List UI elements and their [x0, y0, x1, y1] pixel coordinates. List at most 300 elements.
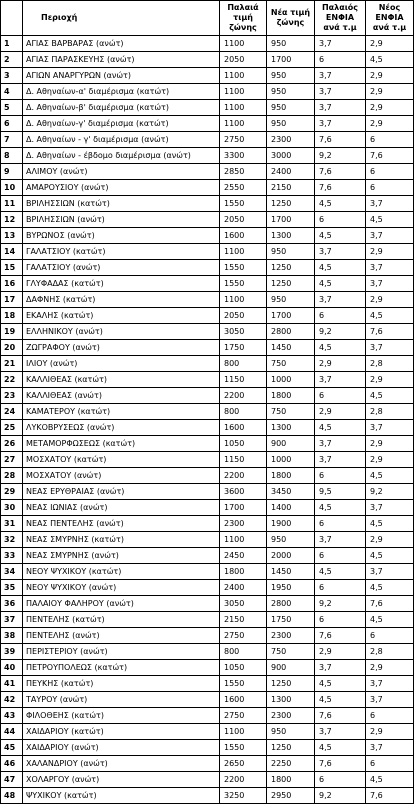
table-row — [1, 724, 414, 740]
row-area: ΧΑΛΑΝΔΡΙΟΥ (ανώτ) — [23, 756, 220, 772]
row-new-enfia: 6 — [366, 180, 414, 196]
row-area: ΙΛΙΟΥ (ανώτ) — [23, 356, 220, 372]
table-row — [1, 52, 414, 68]
row-area: ΦΙΛΟΘΕΗΣ (κατώτ) — [23, 708, 220, 724]
table-row — [1, 692, 414, 708]
row-index: 6 — [1, 116, 23, 132]
row-old-enfia: 7,6 — [315, 164, 366, 180]
table-row — [1, 660, 414, 676]
row-new-zone-value: 2300 — [267, 708, 315, 724]
table-row — [1, 420, 414, 436]
row-index: 25 — [1, 420, 23, 436]
table-row — [1, 276, 414, 292]
row-new-enfia: 2,9 — [366, 292, 414, 308]
row-new-zone-value: 950 — [267, 532, 315, 548]
table-row — [1, 612, 414, 628]
row-old-enfia: 2,9 — [315, 404, 366, 420]
row-area: ΠΕΝΤΕΛΗΣ (κατώτ) — [23, 612, 220, 628]
row-index: 35 — [1, 580, 23, 596]
table-row — [1, 788, 414, 804]
row-new-zone-value: 2300 — [267, 628, 315, 644]
row-index: 2 — [1, 52, 23, 68]
row-index: 22 — [1, 372, 23, 388]
row-new-enfia: 4,5 — [366, 772, 414, 788]
row-new-zone-value: 950 — [267, 84, 315, 100]
row-area: ΒΡΙΛΗΣΣΙΩΝ (ανώτ) — [23, 212, 220, 228]
row-new-zone-value: 1450 — [267, 340, 315, 356]
table-row — [1, 36, 414, 52]
row-old-zone-value: 1100 — [220, 724, 267, 740]
row-new-zone-value: 950 — [267, 36, 315, 52]
row-new-zone-value: 950 — [267, 724, 315, 740]
table-row — [1, 196, 414, 212]
row-old-enfia: 3,7 — [315, 84, 366, 100]
row-old-enfia: 4,5 — [315, 340, 366, 356]
table-row — [1, 84, 414, 100]
row-old-enfia: 3,7 — [315, 724, 366, 740]
row-area: ΛΥΚΟΒΡΥΣΕΩΣ (ανώτ) — [23, 420, 220, 436]
row-old-enfia: 6 — [315, 212, 366, 228]
row-new-enfia: 2,9 — [366, 244, 414, 260]
row-index: 10 — [1, 180, 23, 196]
row-old-zone-value: 1050 — [220, 436, 267, 452]
row-index: 43 — [1, 708, 23, 724]
row-area: ΝΕΑΣ ΣΜΥΡΝΗΣ (ανώτ) — [23, 548, 220, 564]
row-new-enfia: 3,7 — [366, 692, 414, 708]
row-area: Δ. Αθηναίων - γ' διαμέρισμα (ανώτ) — [23, 132, 220, 148]
row-index: 18 — [1, 308, 23, 324]
row-new-enfia: 7,6 — [366, 596, 414, 612]
row-old-enfia: 3,7 — [315, 532, 366, 548]
row-index: 19 — [1, 324, 23, 340]
table-row — [1, 548, 414, 564]
row-new-enfia: 4,5 — [366, 468, 414, 484]
row-index: 32 — [1, 532, 23, 548]
row-new-enfia: 2,9 — [366, 724, 414, 740]
row-old-enfia: 3,7 — [315, 452, 366, 468]
row-index: 5 — [1, 100, 23, 116]
row-old-zone-value: 1100 — [220, 84, 267, 100]
row-area: ΠΕΡΙΣΤΕΡΙΟΥ (ανώτ) — [23, 644, 220, 660]
row-index: 17 — [1, 292, 23, 308]
row-area: ΠΕΥΚΗΣ (κατώτ) — [23, 676, 220, 692]
row-old-zone-value: 1600 — [220, 420, 267, 436]
row-new-enfia: 3,7 — [366, 340, 414, 356]
row-old-zone-value: 1100 — [220, 244, 267, 260]
row-index: 37 — [1, 612, 23, 628]
row-new-enfia: 2,9 — [366, 116, 414, 132]
row-old-zone-value: 800 — [220, 356, 267, 372]
row-new-zone-value: 2300 — [267, 132, 315, 148]
table-row — [1, 356, 414, 372]
table-row — [1, 340, 414, 356]
row-old-zone-value: 1800 — [220, 564, 267, 580]
row-old-zone-value: 2550 — [220, 180, 267, 196]
row-new-zone-value: 900 — [267, 660, 315, 676]
row-old-enfia: 6 — [315, 772, 366, 788]
row-old-zone-value: 1150 — [220, 452, 267, 468]
row-old-enfia: 4,5 — [315, 420, 366, 436]
row-new-zone-value: 3000 — [267, 148, 315, 164]
row-index: 24 — [1, 404, 23, 420]
row-old-enfia: 2,9 — [315, 644, 366, 660]
row-index: 28 — [1, 468, 23, 484]
row-new-zone-value: 1300 — [267, 692, 315, 708]
row-old-enfia: 2,9 — [315, 356, 366, 372]
row-old-zone-value: 1550 — [220, 260, 267, 276]
row-old-zone-value: 2200 — [220, 468, 267, 484]
row-old-enfia: 4,5 — [315, 564, 366, 580]
row-new-enfia: 6 — [366, 708, 414, 724]
row-old-zone-value: 800 — [220, 644, 267, 660]
row-new-zone-value: 1800 — [267, 772, 315, 788]
row-area: ΜΟΣΧΑΤΟΥ (ανώτ) — [23, 468, 220, 484]
row-index: 12 — [1, 212, 23, 228]
row-new-enfia: 2,9 — [366, 660, 414, 676]
row-index: 14 — [1, 244, 23, 260]
row-new-enfia: 4,5 — [366, 580, 414, 596]
row-index: 23 — [1, 388, 23, 404]
row-index: 40 — [1, 660, 23, 676]
row-index: 47 — [1, 772, 23, 788]
row-new-enfia: 2,9 — [366, 452, 414, 468]
row-old-zone-value: 3050 — [220, 596, 267, 612]
table-row — [1, 628, 414, 644]
row-index: 20 — [1, 340, 23, 356]
row-new-zone-value: 1250 — [267, 676, 315, 692]
row-new-enfia: 2,9 — [366, 36, 414, 52]
row-new-zone-value: 1250 — [267, 740, 315, 756]
table-row — [1, 484, 414, 500]
row-new-zone-value: 900 — [267, 436, 315, 452]
row-old-zone-value: 1600 — [220, 692, 267, 708]
row-area: Δ. Αθηναίων-α' διαμέρισμα (κατώτ) — [23, 84, 220, 100]
row-new-zone-value: 2000 — [267, 548, 315, 564]
table-row — [1, 516, 414, 532]
row-index: 7 — [1, 132, 23, 148]
row-old-enfia: 6 — [315, 308, 366, 324]
row-index: 31 — [1, 516, 23, 532]
row-old-zone-value: 2200 — [220, 772, 267, 788]
row-old-zone-value: 3600 — [220, 484, 267, 500]
row-index: 1 — [1, 36, 23, 52]
row-new-enfia: 3,7 — [366, 500, 414, 516]
row-index: 13 — [1, 228, 23, 244]
row-new-enfia: 7,6 — [366, 324, 414, 340]
row-new-zone-value: 1750 — [267, 612, 315, 628]
row-area: ΓΑΛΑΤΣΙΟΥ (ανώτ) — [23, 260, 220, 276]
row-old-enfia: 3,7 — [315, 244, 366, 260]
row-old-zone-value: 1550 — [220, 676, 267, 692]
row-old-enfia: 3,7 — [315, 116, 366, 132]
table-row — [1, 324, 414, 340]
row-old-enfia: 4,5 — [315, 692, 366, 708]
row-index: 3 — [1, 68, 23, 84]
table-row — [1, 308, 414, 324]
row-new-enfia: 4,5 — [366, 388, 414, 404]
row-new-zone-value: 1900 — [267, 516, 315, 532]
row-area: ΔΑΦΝΗΣ (κατώτ) — [23, 292, 220, 308]
header-new-enfia: Νέος ΕΝΦΙΑ ανά τ.μ — [366, 1, 414, 36]
table-row — [1, 372, 414, 388]
table-row — [1, 564, 414, 580]
row-new-zone-value: 950 — [267, 116, 315, 132]
header-area: Περιοχή — [23, 1, 220, 36]
row-old-zone-value: 2450 — [220, 548, 267, 564]
row-old-zone-value: 800 — [220, 404, 267, 420]
row-area: ΨΥΧΙΚΟΥ (κατώτ) — [23, 788, 220, 804]
row-area: ΕΛΛΗΝΙΚΟΥ (ανώτ) — [23, 324, 220, 340]
row-index: 11 — [1, 196, 23, 212]
row-area: ΒΡΙΛΗΣΣΙΩΝ (κατώτ) — [23, 196, 220, 212]
row-new-enfia: 4,5 — [366, 212, 414, 228]
row-old-enfia: 4,5 — [315, 260, 366, 276]
table-row — [1, 580, 414, 596]
row-old-zone-value: 2150 — [220, 612, 267, 628]
row-area: ΓΑΛΑΤΣΙΟΥ (κατώτ) — [23, 244, 220, 260]
table-header-row — [1, 1, 414, 36]
row-new-zone-value: 2950 — [267, 788, 315, 804]
row-new-enfia: 2,8 — [366, 404, 414, 420]
row-old-enfia: 3,7 — [315, 372, 366, 388]
row-index: 9 — [1, 164, 23, 180]
row-area: ΜΕΤΑΜΟΡΦΩΣΕΩΣ (κατώτ) — [23, 436, 220, 452]
row-new-enfia: 6 — [366, 164, 414, 180]
row-old-enfia: 3,7 — [315, 100, 366, 116]
row-new-enfia: 3,7 — [366, 228, 414, 244]
row-new-zone-value: 1300 — [267, 420, 315, 436]
row-new-enfia: 2,9 — [366, 84, 414, 100]
row-area: ΑΓΙΩΝ ΑΝΑΡΓΥΡΩΝ (ανώτ) — [23, 68, 220, 84]
row-old-enfia: 6 — [315, 516, 366, 532]
row-old-zone-value: 1100 — [220, 36, 267, 52]
row-new-enfia: 4,5 — [366, 308, 414, 324]
row-old-zone-value: 3050 — [220, 324, 267, 340]
table-row — [1, 772, 414, 788]
row-old-enfia: 3,7 — [315, 660, 366, 676]
row-old-zone-value: 1550 — [220, 276, 267, 292]
row-new-zone-value: 950 — [267, 68, 315, 84]
row-old-enfia: 4,5 — [315, 228, 366, 244]
row-new-enfia: 2,9 — [366, 68, 414, 84]
row-old-zone-value: 2650 — [220, 756, 267, 772]
row-index: 44 — [1, 724, 23, 740]
row-index: 42 — [1, 692, 23, 708]
row-new-enfia: 4,5 — [366, 516, 414, 532]
table-body — [1, 36, 414, 804]
row-area: ΠΕΝΤΕΛΗΣ (ανώτ) — [23, 628, 220, 644]
row-new-zone-value: 1250 — [267, 196, 315, 212]
row-old-enfia: 4,5 — [315, 740, 366, 756]
row-new-zone-value: 1700 — [267, 212, 315, 228]
row-old-enfia: 9,2 — [315, 148, 366, 164]
row-area: ΝΕΑΣ ΙΩΝΙΑΣ (ανώτ) — [23, 500, 220, 516]
row-old-zone-value: 2850 — [220, 164, 267, 180]
row-old-zone-value: 2200 — [220, 388, 267, 404]
row-old-zone-value: 3250 — [220, 788, 267, 804]
row-new-zone-value: 1700 — [267, 52, 315, 68]
table-row — [1, 116, 414, 132]
table-row — [1, 260, 414, 276]
row-index: 21 — [1, 356, 23, 372]
row-old-enfia: 6 — [315, 548, 366, 564]
row-old-enfia: 4,5 — [315, 276, 366, 292]
row-index: 16 — [1, 276, 23, 292]
table-row — [1, 180, 414, 196]
row-index: 38 — [1, 628, 23, 644]
row-new-enfia: 2,9 — [366, 532, 414, 548]
row-old-enfia: 6 — [315, 580, 366, 596]
row-old-zone-value: 1750 — [220, 340, 267, 356]
row-index: 46 — [1, 756, 23, 772]
row-old-zone-value: 1100 — [220, 292, 267, 308]
row-old-zone-value: 2050 — [220, 52, 267, 68]
table-row — [1, 388, 414, 404]
row-old-enfia: 6 — [315, 52, 366, 68]
row-new-enfia: 6 — [366, 132, 414, 148]
row-new-zone-value: 1250 — [267, 260, 315, 276]
table-row — [1, 404, 414, 420]
table-row — [1, 132, 414, 148]
row-new-zone-value: 950 — [267, 292, 315, 308]
row-new-zone-value: 2800 — [267, 324, 315, 340]
row-new-zone-value: 1800 — [267, 388, 315, 404]
row-index: 45 — [1, 740, 23, 756]
table-row — [1, 244, 414, 260]
row-index: 8 — [1, 148, 23, 164]
row-index: 29 — [1, 484, 23, 500]
row-old-zone-value: 1600 — [220, 228, 267, 244]
row-old-enfia: 7,6 — [315, 756, 366, 772]
row-new-enfia: 7,6 — [366, 148, 414, 164]
row-old-zone-value: 2300 — [220, 516, 267, 532]
row-area: ΕΚΑΛΗΣ (κατώτ) — [23, 308, 220, 324]
row-index: 26 — [1, 436, 23, 452]
header-new-zone-value: Νέα τιμή ζώνης — [267, 1, 315, 36]
table-row — [1, 100, 414, 116]
row-new-enfia: 3,7 — [366, 740, 414, 756]
row-index: 27 — [1, 452, 23, 468]
table-row — [1, 148, 414, 164]
row-old-zone-value: 1700 — [220, 500, 267, 516]
row-old-enfia: 3,7 — [315, 68, 366, 84]
row-area: ΝΕΟΥ ΨΥΧΙΚΟΥ (κατώτ) — [23, 564, 220, 580]
row-old-enfia: 7,6 — [315, 132, 366, 148]
table-row — [1, 164, 414, 180]
row-new-zone-value: 1950 — [267, 580, 315, 596]
row-area: ΧΑΙΔΑΡΙΟΥ (κατώτ) — [23, 724, 220, 740]
row-area: Δ. Αθηναίων-γ' διαμέρισμα (κατώτ) — [23, 116, 220, 132]
row-new-enfia: 6 — [366, 628, 414, 644]
table-row — [1, 228, 414, 244]
row-index: 4 — [1, 84, 23, 100]
row-new-zone-value: 2400 — [267, 164, 315, 180]
row-new-enfia: 6 — [366, 756, 414, 772]
row-area: ΠΑΛΑΙΟΥ ΦΑΛΗΡΟΥ (ανώτ) — [23, 596, 220, 612]
table-row — [1, 452, 414, 468]
row-index: 15 — [1, 260, 23, 276]
row-new-enfia: 7,6 — [366, 788, 414, 804]
row-new-enfia: 2,8 — [366, 356, 414, 372]
row-new-zone-value: 950 — [267, 244, 315, 260]
row-area: Δ. Αθηναίων - έβδομο διαμέρισμα (ανώτ) — [23, 148, 220, 164]
row-index: 34 — [1, 564, 23, 580]
row-new-zone-value: 3450 — [267, 484, 315, 500]
table-row — [1, 500, 414, 516]
row-area: ΜΟΣΧΑΤΟΥ (κατώτ) — [23, 452, 220, 468]
row-new-enfia: 4,5 — [366, 612, 414, 628]
row-area: ΓΛΥΦΑΔΑΣ (κατώτ) — [23, 276, 220, 292]
row-old-zone-value: 1050 — [220, 660, 267, 676]
row-new-zone-value: 2800 — [267, 596, 315, 612]
table-row — [1, 212, 414, 228]
row-area: ΠΕΤΡΟΥΠΟΛΕΩΣ (κατώτ) — [23, 660, 220, 676]
row-index: 36 — [1, 596, 23, 612]
row-new-zone-value: 750 — [267, 356, 315, 372]
table-row — [1, 708, 414, 724]
row-old-zone-value: 1100 — [220, 100, 267, 116]
row-new-zone-value: 2250 — [267, 756, 315, 772]
row-old-zone-value: 1100 — [220, 68, 267, 84]
row-new-enfia: 2,8 — [366, 644, 414, 660]
table-row — [1, 468, 414, 484]
row-old-zone-value: 2050 — [220, 308, 267, 324]
row-new-enfia: 4,5 — [366, 548, 414, 564]
row-index: 39 — [1, 644, 23, 660]
row-area: Δ. Αθηναίων-β' διαμέρισμα (κατώτ) — [23, 100, 220, 116]
row-area: ΝΕΑΣ ΠΕΝΤΕΛΗΣ (ανώτ) — [23, 516, 220, 532]
row-new-enfia: 2,9 — [366, 436, 414, 452]
row-new-enfia: 3,7 — [366, 676, 414, 692]
row-area: ΚΑΛΛΙΘΕΑΣ (ανώτ) — [23, 388, 220, 404]
row-new-enfia: 4,5 — [366, 52, 414, 68]
row-new-zone-value: 1300 — [267, 228, 315, 244]
row-new-enfia: 9,2 — [366, 484, 414, 500]
table-row — [1, 740, 414, 756]
row-area: ΒΥΡΩΝΟΣ (ανώτ) — [23, 228, 220, 244]
row-old-zone-value: 1550 — [220, 196, 267, 212]
row-index: 33 — [1, 548, 23, 564]
row-old-enfia: 6 — [315, 388, 366, 404]
row-new-enfia: 3,7 — [366, 260, 414, 276]
header-index — [1, 1, 23, 36]
row-old-enfia: 9,2 — [315, 788, 366, 804]
row-area: ΝΕΟΥ ΨΥΧΙΚΟΥ (ανώτ) — [23, 580, 220, 596]
row-area: ΑΜΑΡΟΥΣΙΟΥ (ανώτ) — [23, 180, 220, 196]
row-old-zone-value: 3300 — [220, 148, 267, 164]
header-old-enfia: Παλαιός ΕΝΦΙΑ ανά τ.μ — [315, 1, 366, 36]
row-new-zone-value: 1800 — [267, 468, 315, 484]
row-new-zone-value: 950 — [267, 100, 315, 116]
row-old-zone-value: 1550 — [220, 740, 267, 756]
row-old-enfia: 9,5 — [315, 484, 366, 500]
row-old-zone-value: 2750 — [220, 628, 267, 644]
row-new-zone-value: 1450 — [267, 564, 315, 580]
row-old-enfia: 9,2 — [315, 324, 366, 340]
row-area: ΑΓΙΑΣ ΠΑΡΑΣΚΕΥΗΣ (ανώτ) — [23, 52, 220, 68]
row-old-enfia: 7,6 — [315, 628, 366, 644]
row-area: ΑΛΙΜΟΥ (ανώτ) — [23, 164, 220, 180]
row-old-zone-value: 2750 — [220, 708, 267, 724]
row-area: ΚΑΛΛΙΘΕΑΣ (κατώτ) — [23, 372, 220, 388]
row-index: 48 — [1, 788, 23, 804]
row-old-enfia: 9,2 — [315, 596, 366, 612]
row-old-zone-value: 1150 — [220, 372, 267, 388]
row-index: 41 — [1, 676, 23, 692]
table-row — [1, 756, 414, 772]
row-new-enfia: 2,9 — [366, 100, 414, 116]
table-row — [1, 436, 414, 452]
